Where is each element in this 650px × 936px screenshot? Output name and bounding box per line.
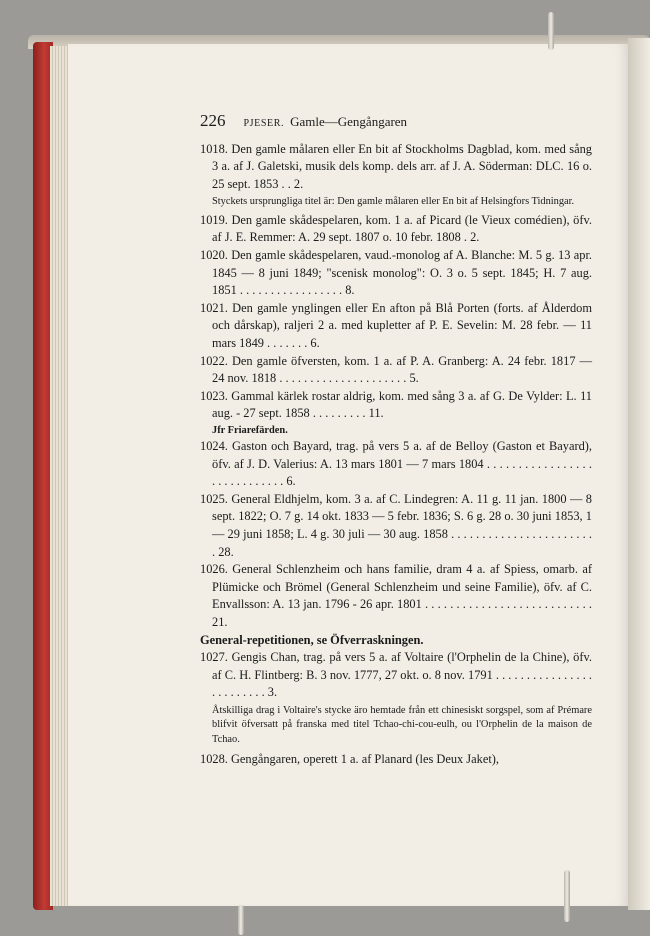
page-clip-bottom bbox=[564, 870, 570, 922]
entry-1028: 1028. Gengångaren, operett 1 a. af Planard (les Deux Jaket), bbox=[200, 752, 499, 767]
cross-reference: General-repetitionen, se Öfverraskningen. bbox=[200, 632, 424, 647]
next-page-edge bbox=[628, 38, 650, 910]
entry-1027: 1027. Gengis Chan, trag. på vers 5 a. af Voltaire (l'Orphelin de la Chine), öfv. af C. H. Flintberg: B. 3 nov. 1777, 27 okt. o. 8 nov. 1791 . . . . . . . . . . . . . . . . . . . . . . . . . 3. bbox=[200, 650, 592, 700]
entry-1018: 1018. Den gamle målaren eller En bit af Stockholms Dagblad, kom. med sång 3 a. af J. Galetski, musik dels komp. dels arr. af J. A. Söderman: DLC. 16 o. 25 sept. 1853 . . 2. bbox=[200, 141, 592, 191]
entry-1023: 1023. Gammal kärlek rostar aldrig, kom. med sång 3 a. af G. De Vylder: L. 11 aug. - 27 sept. 1858 . . . . . . . . . 11. bbox=[200, 388, 592, 421]
section-title: PJESER. bbox=[243, 118, 285, 129]
entry-1023-note: Jfr Friarefärden. bbox=[212, 425, 288, 436]
page-text bbox=[200, 112, 592, 769]
entry-1018-note: Styckets ursprungliga titel är: Den gamle målaren eller En bit af Helsingfors Tidningar. bbox=[212, 196, 575, 208]
page-clip-top bbox=[548, 12, 554, 50]
entry-1020: 1020. Den gamle skådespelaren, vaud.-monolog af A. Blanche: M. 5 g. 13 apr. 1845 — 8 juni 1849; "scenisk monolog": O. 3 o. 5 sept. 1845; H. 7 aug. 1851 . . . . . . . . . . . . . . . . . 8. bbox=[200, 248, 592, 298]
page-number: 226 bbox=[200, 111, 226, 130]
entry-1025: 1025. General Eldhjelm, kom. 3 a. af C. Lindegren: A. 11 g. 11 jan. 1800 — 8 sept. 1822; O. 7 g. 14 okt. 1833 — 5 febr. 1836; S. 6 g. 28 o. 30 juni 1853, 1 — 29 juni 1858; L. 4 g. 30 juli — 30 aug. 1858 . . . . . . . . . . . . . . . . . . . . . . . . 28. bbox=[200, 491, 592, 559]
entry-1021: 1021. Den gamle ynglingen eller En afton på Blå Porten (forts. af Ålderdom och dårskap), raljeri 2 a. med kupletter af P. E. Sevelin: M. 28 febr. — 11 mars 1849 . . . . . . . 6. bbox=[200, 300, 592, 351]
entry-1019: 1019. Den gamle skådespelaren, kom. 1 a. af Picard (le Vieux comédien), öfv. af J. E. Remmer: A. 29 sept. 1807 o. 10 febr. 1808 . 2. bbox=[200, 212, 592, 245]
entry-1026: 1026. General Schlenzheim och hans familie, dram 4 a. af Spiess, omarb. af Plümicke och Brömel (General Schlenzheim und seine Familie), öfv. af C. Envallsson: A. 13 jan. 1796 - 26 apr. 1801 . . . . . . . . . . . . . . . . . . . . . . . . . . . 21. bbox=[200, 562, 592, 629]
entry-1024: 1024. Gaston och Bayard, trag. på vers 5 a. af de Belloy (Gaston et Bayard), öfv. af J. D. Valerius: A. 13 mars 1801 — 7 mars 1804 . . . . . . . . . . . . . . . . . . . . . . . . . . . . . 6. bbox=[200, 439, 592, 489]
running-header bbox=[200, 112, 592, 133]
page-stack bbox=[50, 46, 70, 906]
range-title: Gamle—Gengångaren bbox=[290, 114, 408, 129]
page-clip-left-bottom bbox=[238, 905, 244, 935]
entry-1027-note: Åtskilliga drag i Voltaire's stycke äro hemtade från ett chinesiskt sorgspel, som af Prémare blifvit öfversatt på franska med titel Tchao-chi-cou-eulh, ou l'Orphelin de la maison de Tchao. bbox=[212, 704, 592, 745]
entry-1022: 1022. Den gamle öfversten, kom. 1 a. af P. A. Granberg: A. 24 febr. 1817 — 24 nov. 1818 . . . . . . . . . . . . . . . . . . . . . 5. bbox=[200, 353, 592, 386]
